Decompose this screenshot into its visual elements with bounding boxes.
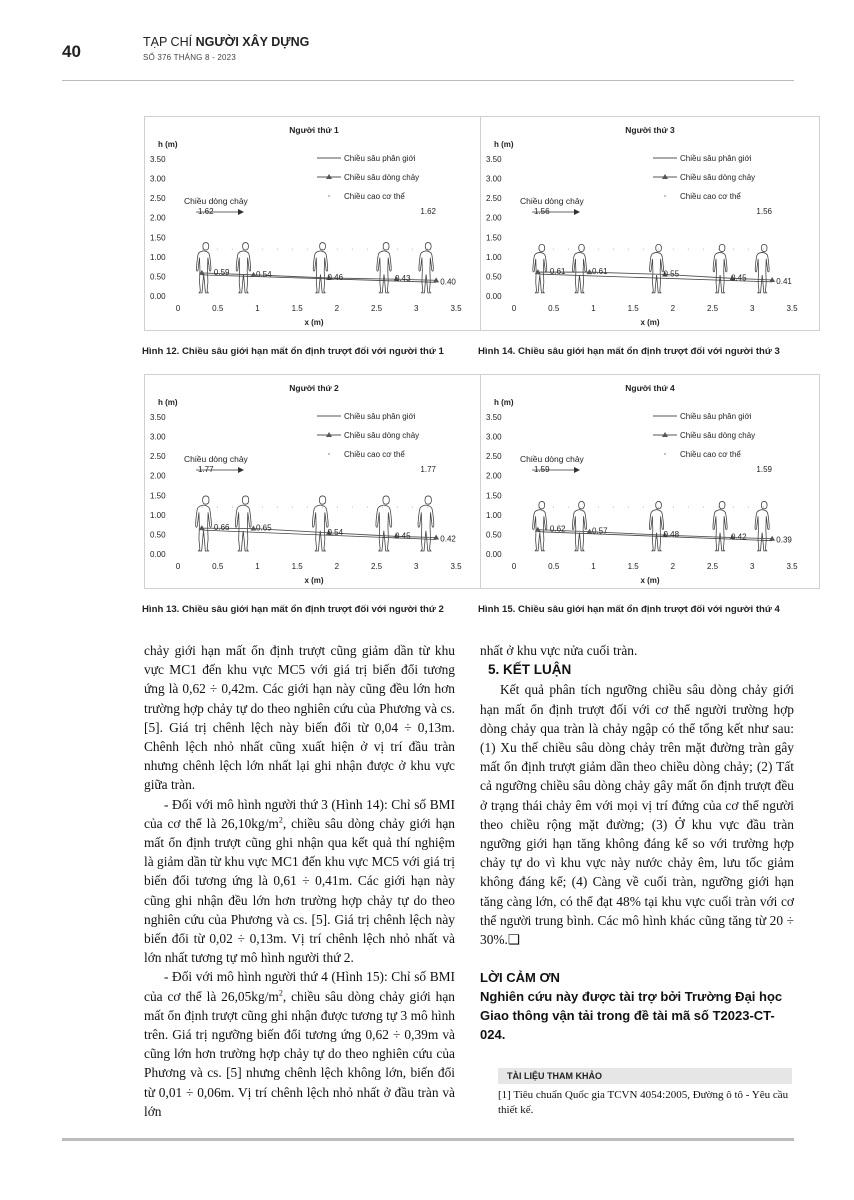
human-figure [755,501,769,550]
y-tick-label: 1.50 [486,491,502,501]
flow-depth-label: 0.43 [394,274,411,284]
x-tick-label: 1 [591,562,596,571]
flow-arrow-head [574,467,580,473]
human-figure [376,496,392,551]
flow-direction-label: Chiều dòng chảy [520,196,584,206]
legend-label-critical: Chiều sâu phân giới [344,412,416,421]
legend-label-critical: Chiều sâu phân giới [344,154,416,163]
human-figure [196,243,210,293]
x-tick-label: 3.5 [786,562,798,571]
x-tick-label: 2 [334,304,340,313]
y-tick-label: 3.50 [486,155,502,164]
legend-marker-body [328,453,329,454]
left-paragraph-2: - Đối với mô hình người thứ 3 (Hình 14): Chỉ số BMI của cơ thể là $26,10kg/m^2$, chiều sâu dòng chảy giới hạn mất ổn định trượt cũng ghi nhận qua kết quả thí nghiệm là giảm dần từ khu vực MC1 đến khu vực MC5 với giá trị biến đổi tương ứng là 0,61 ÷ 0,41m. Các giới hạn này cũng ghi nhận đều lớn hơn trường hợp chảy tự do theo nghiên cứu của Phương và cs. [5]. Giá trị chênh lệch này biến đổi từ 0,02 ÷ 0,13m. Vị trí chênh lệch nhỏ nhất và lớn nhất tương tự mô hình người thứ 2. [144,796,455,966]
legend-marker-body [664,195,665,196]
x-tick-label: 3 [750,562,755,571]
chart-person-2 [144,374,484,589]
x-tick-label: 2.5 [371,304,383,313]
x-tick-label: 2.5 [707,304,719,313]
body-height-label-left: 1.77 [198,464,214,474]
chart-svg [145,117,483,330]
reference-1: [1] Tiêu chuẩn Quốc gia TCVN 4054:2005, Đường ô tô - Yêu cầu thiết kế. [498,1089,789,1116]
x-tick-label: 1.5 [627,562,639,571]
x-tick-label: 0 [175,304,181,313]
flow-depth-label: 0.55 [663,269,680,279]
human-outline [713,244,727,292]
legend-marker-body [328,195,329,196]
body-height-label-right: 1.59 [756,464,772,474]
y-tick-label: 1.00 [486,252,502,262]
flow-depth-label: 0.61 [591,267,608,277]
legend-label-critical: Chiều sâu phân giới [680,412,752,421]
y-tick-label: 3.50 [150,413,166,422]
flow-depth-label: 0.65 [255,523,272,533]
x-axis-label: x (m) [304,576,324,585]
body-height-label-left: 1.56 [534,206,550,216]
human-outline [377,243,391,293]
human-outline [649,501,663,550]
y-tick-label: 3.00 [150,432,166,442]
caption-fig15: Hình 15. Chiều sâu giới hạn mất ổn định trượt đối với người thứ 4 [478,604,780,615]
journal-prefix: TẠP CHÍ [143,35,196,49]
human-outline [573,244,587,292]
human-figure [713,501,727,550]
y-tick-label: 0.00 [150,550,166,559]
legend-label-body: Chiều cao cơ thể [680,192,741,201]
x-tick-label: 3 [750,304,755,313]
y-tick-label: 1.50 [486,233,502,243]
human-figure [572,501,586,550]
x-tick-label: 1 [255,562,260,571]
flow-direction-label: Chiều dòng chảy [520,454,584,464]
y-tick-label: 2.50 [150,194,166,204]
body-height-label-right: 1.62 [420,206,436,216]
journal-title [143,35,309,49]
flow-depth-label: 0.59 [213,267,230,277]
y-tick-label: 1.50 [150,233,166,243]
x-tick-label: 2 [670,562,676,571]
caption-fig12: Hình 12. Chiều sâu giới hạn mất ổn định trượt đối với người thứ 1 [142,346,444,357]
y-tick-label: 2.00 [150,213,166,223]
human-outline [196,243,210,293]
human-figure [650,244,664,292]
legend-label-body: Chiều cao cơ thể [344,450,405,459]
x-tick-label: 3.5 [450,562,462,571]
human-outline [418,496,434,551]
x-tick-label: 3.5 [450,304,462,313]
flow-arrow-head [238,209,244,215]
human-figure [573,244,587,292]
chart-title: Người thứ 1 [289,125,339,135]
y-tick-label: 0.50 [150,530,166,540]
left-paragraph-3: - Đối với mô hình người thứ 4 (Hình 15): Chỉ số BMI của cơ thể là $26,05kg/m^2$, chiều sâu dòng chảy giới hạn mất ổn định trượt cũng ghi nhận được tương tự 3 mô hình trên. Giá trị ngưỡng biến đổi tương ứng 0,62 ÷ 0,39m và cũng lớn hơn trường hợp chảy tự do theo nghiên cứu của Phương và cs. [5] nhưng chênh lệch không lớn, biến đổi từ 0,01 ÷ 0,06m. Vị trí chênh lệch nhỏ nhất ở đầu tràn và lớn [144,969,455,1119]
human-outline [313,243,327,293]
legend-label-flow: Chiều sâu dòng chảy [344,173,420,182]
x-tick-label: 3.5 [786,304,798,313]
x-tick-label: 0 [175,562,181,571]
flow-depth-label: 0.54 [327,527,344,537]
flow-depth-label: 0.62 [549,524,566,534]
flow-depth-label: 0.41 [776,276,792,286]
chart-svg [481,117,819,330]
human-figure [196,496,212,551]
chart-svg [145,375,483,588]
human-outline [572,501,586,550]
page-number: 40 [62,42,81,61]
x-tick-label: 3 [414,304,419,313]
human-outline [755,244,769,292]
y-tick-label: 1.00 [150,510,166,520]
flow-depth-label: 0.39 [776,535,792,545]
y-axis-label: h (m) [158,398,178,407]
human-outline [533,501,547,550]
y-tick-label: 2.00 [150,471,166,481]
x-tick-label: 2.5 [707,562,719,571]
flow-depth-label: 0.57 [591,526,608,536]
human-figure [418,496,434,551]
y-tick-label: 3.00 [486,432,502,442]
chart-title: Người thứ 4 [625,383,675,393]
caption-fig13: Hình 13. Chiều sâu giới hạn mất ổn định trượt đối với người thứ 2 [142,604,444,615]
human-figure [533,501,547,550]
y-tick-label: 1.50 [150,491,166,501]
right-continuation: nhất ở khu vực nửa cuối tràn. [480,643,638,658]
x-tick-label: 0 [511,562,517,571]
y-tick-label: 3.50 [486,413,502,422]
y-tick-label: 2.50 [150,452,166,462]
conclusion-paragraph [480,680,794,949]
y-tick-label: 0.50 [486,272,502,282]
flow-arrow-head [574,209,580,215]
legend-marker-body [664,453,665,454]
legend-label-critical: Chiều sâu phân giới [680,154,752,163]
y-tick-label: 3.50 [150,155,166,164]
flow-depth-label: 0.45 [394,531,411,541]
y-tick-label: 2.00 [486,213,502,223]
human-outline [713,501,727,550]
x-tick-label: 3 [414,562,419,571]
body-height-label-left: 1.62 [198,206,214,216]
legend-label-flow: Chiều sâu dòng chảy [680,431,756,440]
body-height-label-left: 1.59 [534,464,550,474]
x-axis-label: x (m) [640,318,660,327]
chart-person-3 [480,116,820,331]
y-tick-label: 3.00 [150,174,166,184]
ack-title: LỜI CẢM ƠN [480,970,560,986]
x-tick-label: 0.5 [548,562,560,571]
human-outline [650,244,664,292]
y-tick-label: 0.50 [486,530,502,540]
y-tick-label: 2.50 [486,452,502,462]
x-tick-label: 0.5 [548,304,560,313]
human-outline [236,243,250,293]
human-outline [755,501,769,550]
human-figure [312,496,328,551]
y-tick-label: 0.00 [150,292,166,301]
chart-person-4 [480,374,820,589]
x-tick-label: 1.5 [291,562,303,571]
header-rule [62,80,794,81]
human-outline [376,496,392,551]
x-tick-label: 1 [591,304,596,313]
x-axis-label: x (m) [304,318,324,327]
chart-person-1 [144,116,484,331]
footer-rule [62,1138,794,1141]
caption-fig14: Hình 14. Chiều sâu giới hạn mất ổn định trượt đối với người thứ 3 [478,346,780,357]
human-figure [236,243,250,293]
chart-title: Người thứ 2 [289,383,339,393]
journal-name: NGƯỜI XÂY DỰNG [195,35,310,49]
y-tick-label: 1.00 [150,252,166,262]
human-figure [649,501,663,550]
y-axis-label: h (m) [494,398,514,407]
y-axis-label: h (m) [158,140,178,149]
chart-svg [481,375,819,588]
x-tick-label: 2.5 [371,562,383,571]
y-tick-label: 0.50 [150,272,166,282]
chart-title: Người thứ 3 [625,125,675,135]
legend-label-flow: Chiều sâu dòng chảy [344,431,420,440]
y-tick-label: 0.00 [486,550,502,559]
human-outline [235,496,251,551]
conclusion-text: Kết quả phân tích ngưỡng chiều sâu dòng chảy giới hạn mất ổn định trượt đối với cơ thể người trường hợp dòng chảy qua tràn là chảy ngập có thể tổng kết như sau: (1) Xu thế chiều sâu dòng chảy trên mặt đường tràn gây mất ổn định trượt giảm dần theo chiều dòng chảy; (2) Tất cả ngưỡng chiều sâu dòng chảy gây mất ổn định trượt đều ở trạng thái chảy êm với mọi vị trí đứng của cơ thể người theo chiều rộng mặt đường; (3) Ở khu vực đầu tràn ngưỡng giới hạn tăng không đáng kể so với trường hợp chảy tự do vì khu vực này nước chảy êm, lưu tốc giảm không đáng kể; (4) Càng về cuối tràn, ngưỡng giới hạn tăng càng lớn, có thể đạt 48% tại khu vực cuối tràn với cơ thể người trung bình. Các mô hình khác cũng tăng từ 20 ÷ 30%. [480,682,794,948]
journal-issue: SỐ 376 THÁNG 8 - 2023 [143,53,236,62]
x-tick-label: 1.5 [291,304,303,313]
y-tick-label: 2.00 [486,471,502,481]
x-tick-label: 0 [511,304,517,313]
flow-depth-label: 0.42 [730,532,747,542]
flow-arrow-head [238,467,244,473]
references-title: TÀI LIỆU THAM KHẢO [507,1071,602,1081]
flow-depth-label: 0.42 [440,534,456,544]
right-column [480,641,794,1044]
end-mark: ❑ [507,932,520,948]
x-tick-label: 0.5 [212,304,224,313]
flow-direction-label: Chiều dòng chảy [184,196,248,206]
human-outline [312,496,328,551]
x-tick-label: 1 [255,304,260,313]
legend-label-body: Chiều cao cơ thể [680,450,741,459]
flow-depth-label: 0.46 [327,272,344,282]
human-outline [533,244,547,292]
x-tick-label: 1.5 [627,304,639,313]
human-figure [755,244,769,292]
human-figure [419,243,433,293]
human-outline [196,496,212,551]
body-height-label-right: 1.56 [756,206,772,216]
x-axis-label: x (m) [640,576,660,585]
y-axis-label: h (m) [494,140,514,149]
left-column [144,641,455,1121]
x-tick-label: 2 [670,304,676,313]
flow-depth-label: 0.66 [213,523,230,533]
section-title: 5. KẾT LUẬN [488,662,572,678]
flow-direction-label: Chiều dòng chảy [184,454,248,464]
left-paragraph-1: chảy giới hạn mất ổn định trượt cũng giảm dần từ khu vực MC1 đến khu vực MC5 với giá trị biến đổi tương ứng là 0,62 ÷ 0,42m. Các giới hạn này cũng đều lớn hơn trường hợp chảy tự do theo nghiên cứu của Phương và cs. [5]. Giá trị chênh lệch này biến đổi từ 0,04 ÷ 0,13m. Chênh lệch nhỏ nhất cũng xuất hiện ở vị trí đầu tràn nhưng chênh lệch lớn nhất lại ghi nhận được ở khu vực giữa tràn. [144,643,455,793]
ack-body: Nghiên cứu này được tài trợ bởi Trường Đại học Giao thông vận tải trong đề tài mã số T2023-CT-024. [480,989,783,1043]
flow-depth-label: 0.61 [549,267,566,277]
human-outline [419,243,433,293]
human-figure [377,243,391,293]
x-tick-label: 2 [334,562,340,571]
human-figure [313,243,327,293]
human-figure [235,496,251,551]
body-height-label-right: 1.77 [420,464,436,474]
legend-label-flow: Chiều sâu dòng chảy [680,173,756,182]
flow-depth-label: 0.54 [255,269,272,279]
y-tick-label: 3.00 [486,174,502,184]
human-figure [533,244,547,292]
x-tick-label: 0.5 [212,562,224,571]
flow-depth-label: 0.45 [730,273,747,283]
flow-depth-label: 0.48 [663,530,680,540]
flow-depth-label: 0.40 [440,277,456,287]
y-tick-label: 0.00 [486,292,502,301]
y-tick-label: 1.00 [486,510,502,520]
legend-label-body: Chiều cao cơ thể [344,192,405,201]
y-tick-label: 2.50 [486,194,502,204]
human-figure [713,244,727,292]
